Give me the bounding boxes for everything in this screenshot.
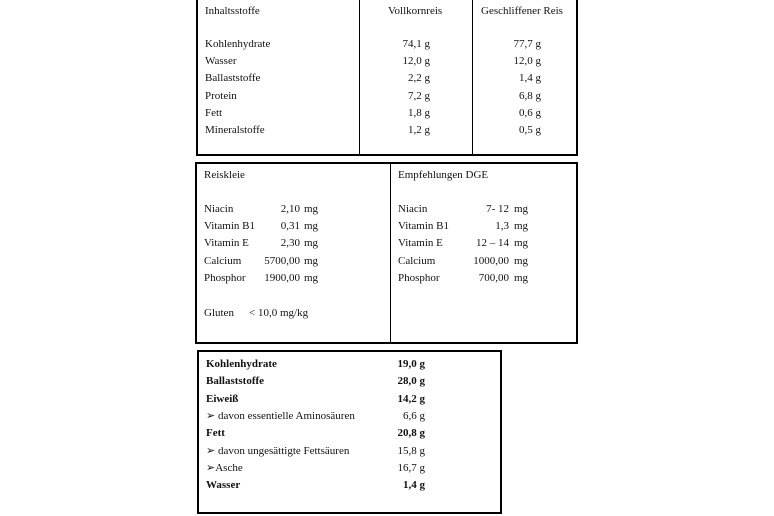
dge-nutrient: Calcium xyxy=(398,254,436,267)
dge-nutrient: Phosphor xyxy=(398,271,440,284)
dge-unit: mg xyxy=(514,271,529,284)
reiskleie-nutrient: Phosphor xyxy=(204,271,246,284)
dge-value: 12 – 14 xyxy=(476,237,509,250)
summary-nutrient: Kohlenhydrate xyxy=(206,358,277,370)
header-reiskleie: Reiskleie xyxy=(204,169,245,181)
nutrient-name: Protein xyxy=(205,89,237,102)
reiskleie-unit: mg xyxy=(304,271,319,284)
dge-value: 1,3 xyxy=(495,220,509,233)
dge-value: 700,00 xyxy=(478,271,509,284)
geschliffen-value: 0,5 g xyxy=(519,124,541,136)
reiskleie-nutrient: Calcium xyxy=(204,254,242,267)
dge-unit: mg xyxy=(514,237,529,250)
reiskleie-unit: mg xyxy=(304,254,319,267)
reiskleie-value: 5700,00 xyxy=(264,254,300,267)
reiskleie-nutrient: Vitamin E xyxy=(204,237,249,250)
reiskleie-table xyxy=(195,162,578,344)
nutrient-name: Kohlenhydrate xyxy=(205,38,271,50)
summary-nutrient: ➢ davon essentielle Aminosäuren xyxy=(206,409,355,422)
summary-value: 15,8 g xyxy=(397,444,425,457)
summary-nutrient: Ballaststoffe xyxy=(206,375,265,388)
vollkorn-value: 74,1 g xyxy=(402,38,430,50)
geschliffen-value: 0,6 g xyxy=(519,106,541,119)
reiskleie-value: 2,30 xyxy=(280,237,300,250)
reiskleie-unit: mg xyxy=(304,237,319,250)
dge-unit: mg xyxy=(514,203,529,215)
column-divider xyxy=(472,0,473,154)
dge-value: 7- 12 xyxy=(486,203,509,215)
dge-unit: mg xyxy=(514,220,529,233)
geschliffen-value: 6,8 g xyxy=(519,89,541,102)
nutrient-comparison-table xyxy=(196,0,578,156)
summary-nutrient: Fett xyxy=(206,427,225,440)
vollkorn-value: 1,8 g xyxy=(408,106,430,119)
nutrient-name: Fett xyxy=(205,106,223,119)
geschliffen-value: 1,4 g xyxy=(519,72,541,85)
header-inhaltsstoffe: Inhaltsstoffe xyxy=(205,5,260,17)
reiskleie-value: 0,31 xyxy=(280,220,300,233)
vollkorn-value: 7,2 g xyxy=(408,89,430,102)
header-geschliffener-reis: Geschliffener Reis xyxy=(481,5,563,17)
vollkorn-value: 2,2 g xyxy=(408,72,430,85)
summary-value: 1,4 g xyxy=(403,479,425,492)
vollkorn-value: 1,2 g xyxy=(408,124,430,136)
dge-nutrient: Niacin xyxy=(398,203,428,215)
reiskleie-nutrient: Niacin xyxy=(204,203,234,215)
reiskleie-value: 2,10 xyxy=(280,203,300,215)
dge-nutrient: Vitamin B1 xyxy=(398,220,449,233)
summary-value: 19,0 g xyxy=(397,358,425,370)
dge-unit: mg xyxy=(514,254,529,267)
summary-nutrient: Wasser xyxy=(206,479,241,492)
column-divider xyxy=(359,0,360,154)
summary-value: 20,8 g xyxy=(397,427,425,440)
reiskleie-unit: mg xyxy=(304,220,319,233)
geschliffen-value: 12,0 g xyxy=(513,55,541,68)
summary-value: 14,2 g xyxy=(397,392,425,405)
reiskleie-value: 1900,00 xyxy=(264,271,300,284)
nutrient-name: Ballaststoffe xyxy=(205,72,261,85)
nutrient-summary-table xyxy=(197,350,502,514)
dge-value: 1000,00 xyxy=(473,254,509,267)
column-divider xyxy=(390,164,391,342)
reiskleie-unit: mg xyxy=(304,203,319,215)
geschliffen-value: 77,7 g xyxy=(513,38,541,50)
nutrient-name: Wasser xyxy=(205,55,237,68)
summary-value: 16,7 g xyxy=(397,461,425,474)
header-vollkornreis: Vollkornreis xyxy=(388,5,443,17)
dge-nutrient: Vitamin E xyxy=(398,237,443,250)
gluten-value: < 10,0 mg/kg xyxy=(249,307,309,319)
summary-value: 6,6 g xyxy=(403,409,425,422)
nutrient-name: Mineralstoffe xyxy=(205,124,265,136)
vollkorn-value: 12,0 g xyxy=(402,55,430,68)
gluten-label: Gluten xyxy=(204,307,234,319)
summary-nutrient: ➢Asche xyxy=(206,461,243,474)
summary-value: 28,0 g xyxy=(397,375,425,388)
reiskleie-nutrient: Vitamin B1 xyxy=(204,220,255,233)
header-empfehlungen-dge: Empfehlungen DGE xyxy=(398,169,489,181)
summary-nutrient: ➢ davon ungesättigte Fettsäuren xyxy=(206,444,350,457)
summary-nutrient: Eiweiß xyxy=(206,392,239,405)
